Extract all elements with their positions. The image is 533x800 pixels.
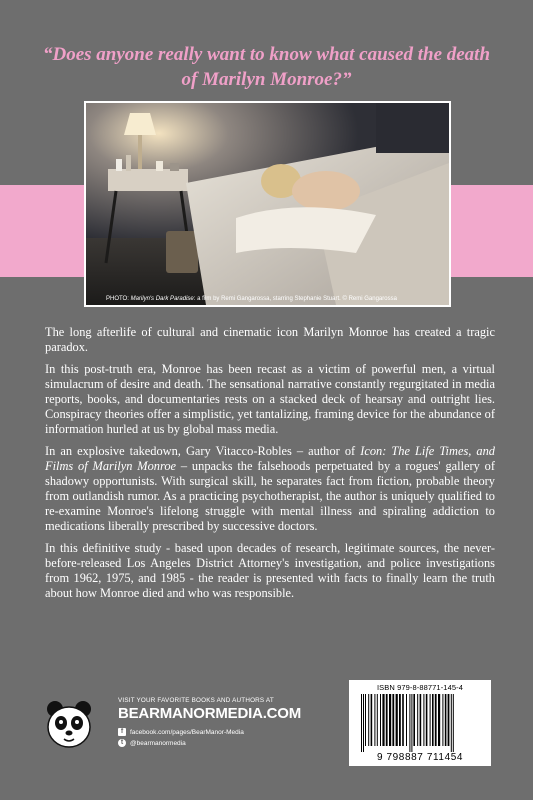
- barcode-bar: [399, 694, 401, 746]
- barcode-bar: [402, 694, 404, 746]
- photo-credit: [106, 296, 397, 302]
- twitter-handle: @bearmanormedia: [130, 739, 186, 747]
- cover-photo: [84, 101, 451, 307]
- bedroom-photo: [86, 103, 449, 305]
- barcode-bar: [435, 694, 437, 746]
- facebook-url: facebook.com/pages/BearManor-Media: [130, 728, 244, 736]
- barcode-bar: [423, 694, 424, 746]
- barcode-bar: [371, 694, 373, 746]
- barcode-bar: [392, 694, 394, 746]
- barcode-bar: [365, 694, 366, 746]
- barcode-bar: [406, 694, 407, 746]
- barcode-bar: [413, 694, 415, 746]
- photo-credit-prefix: PHOTO:: [106, 296, 129, 302]
- barcode-bar: [411, 694, 412, 752]
- barcode-bar: [368, 694, 369, 746]
- facebook-link[interactable]: [118, 728, 244, 736]
- cover-quote: “Does anyone really want to know what caused the death of Marilyn Monroe?”: [42, 44, 491, 90]
- barcode-bar: [451, 694, 452, 752]
- barcode-bar: [396, 694, 398, 746]
- photo-credit-film: Marilyn's Dark Paradise: [130, 296, 194, 302]
- blurb-paragraph-3-pre: In an explosive takedown, Gary Vitacco-Robles – author of: [45, 444, 361, 458]
- blurb-paragraph-3: [45, 444, 495, 534]
- twitter-icon: t: [118, 739, 126, 747]
- blurb-paragraph-4: In this definitive study - based upon decades of research, legitimate sources, the never-before-released Los Angeles District Attorney's investigation, and police investigations from 1962, 1975, and 1985 - the reader is presented with facts to finally learn the truth about how Monroe died and who was responsible.: [45, 541, 495, 600]
- isbn-digits: 9 798887 711454: [376, 752, 464, 763]
- barcode-bar: [361, 694, 362, 752]
- barcode-bar: [430, 694, 431, 746]
- blurb: [45, 325, 495, 608]
- photo-credit-suffix: : a film by Remi Gangarossa, starring Stephanie Stuart. © Remi Gangarossa: [193, 296, 397, 302]
- isbn-barcode: [349, 680, 491, 766]
- barcode-bar: [377, 694, 378, 746]
- barcode-bar: [438, 694, 440, 746]
- barcode-bar: [417, 694, 418, 746]
- barcode-bar: [409, 694, 410, 752]
- visit-text: VISIT YOUR FAVORITE BOOKS AND AUTHORS AT: [118, 697, 274, 704]
- barcode-bar: [374, 694, 375, 746]
- publisher-website[interactable]: BEARMANORMEDIA.COM: [118, 705, 302, 722]
- barcode-bar: [445, 694, 447, 746]
- barcode-bar: [380, 694, 381, 746]
- barcode-bar: [420, 694, 422, 746]
- barcode-bar: [442, 694, 443, 746]
- barcode-bar: [386, 694, 388, 746]
- blurb-paragraph-1: The long afterlife of cultural and cinematic icon Marilyn Monroe has created a tragic paradox.: [45, 325, 495, 354]
- barcode-bar: [432, 694, 434, 746]
- barcode-bar: [426, 694, 428, 746]
- barcode-bar: [363, 694, 364, 752]
- barcode-bars: [359, 694, 483, 752]
- facebook-icon: f: [118, 728, 126, 736]
- barcode-bar: [382, 694, 384, 746]
- barcode-bar: [389, 694, 391, 746]
- barcode-bar: [448, 694, 450, 746]
- panda-icon: [45, 699, 93, 751]
- blurb-paragraph-2: In this post-truth era, Monroe has been recast as a victim of powerful men, a virtual simulacrum of desire and death. The sensational narrative constantly regurgitated in media reports, books, and documentaries rests on a stacked deck of hearsay and outright lies. Conspiracy theories offer a simplistic, yet tantalizing, framing device for the abundance of information hurled at us by global mass media.: [45, 362, 495, 436]
- book-title-reference: Icon: The Life Times, and Films of Marilyn Monroe: [45, 444, 495, 473]
- blurb-paragraph-3-post: – unpacks the falsehoods perpetuated by a rogues' gallery of shadowy opportunists. With surgical skill, he separates fact from fiction, probable theory from outlandish rumor. As a practicing psychotherapist, the author is uniquely qualified to re-examine Monroe's lifelong struggle with mental illness and spiraling addiction to medications liberally prescribed by successive doctors.: [45, 459, 496, 533]
- barcode-bar: [453, 694, 454, 752]
- isbn-label: ISBN 979-8-88771-145-4: [376, 683, 463, 692]
- twitter-link[interactable]: [118, 739, 186, 747]
- publisher-block: [45, 697, 345, 767]
